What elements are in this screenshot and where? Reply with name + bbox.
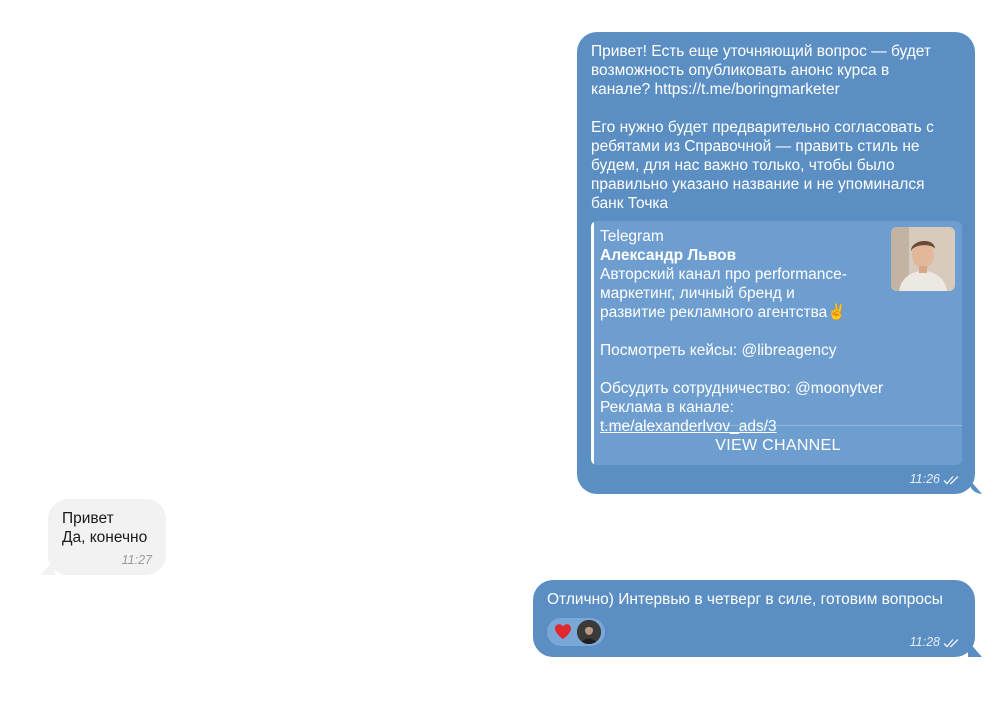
link-preview[interactable] xyxy=(591,221,962,465)
message-bubble-outgoing[interactable] xyxy=(533,580,975,657)
double-check-icon xyxy=(943,475,961,485)
channel-avatar[interactable] xyxy=(891,227,955,291)
heart-icon[interactable] xyxy=(553,622,573,642)
preview-site-name: Telegram xyxy=(600,228,664,245)
message-bubble-incoming[interactable] xyxy=(48,499,166,575)
message-text xyxy=(591,42,961,213)
message-time: 11:28 xyxy=(909,635,940,649)
message-paragraph: Привет! Есть еще уточняющий вопрос — будет возможность опубликовать анонс курса в канале? https://t.me/boringmarketer xyxy=(591,43,932,98)
user-avatar-icon xyxy=(577,620,601,644)
preview-desc-line: Посмотреть кейсы: @libreagency xyxy=(600,342,837,359)
preview-desc-line: Авторский канал про performance- маркетинг, личный бренд и развитие рекламного агентства✌️ xyxy=(600,266,847,321)
message-text: Отлично) Интервью в четверг в силе, готовим вопросы xyxy=(547,591,943,608)
avatar[interactable] xyxy=(577,620,601,644)
message-meta xyxy=(910,633,961,652)
person-photo-icon xyxy=(891,227,955,291)
preview-desc-line: Обсудить сотрудничество: @moonytver xyxy=(600,380,884,397)
double-check-icon xyxy=(943,638,961,648)
preview-ads-link[interactable]: t.me/alexanderlvov_ads/3 xyxy=(600,418,777,435)
message-meta xyxy=(122,551,152,570)
message-meta xyxy=(910,470,961,489)
preview-ads-label: Реклама в канале: xyxy=(600,399,734,416)
message-text-line: Да, конечно xyxy=(62,529,148,546)
preview-title: Александр Львов xyxy=(600,247,737,264)
view-channel-button[interactable]: VIEW CHANNEL xyxy=(594,426,962,465)
message-bubble-outgoing[interactable] xyxy=(577,32,975,494)
preview-description xyxy=(600,265,890,436)
message-time: 11:26 xyxy=(909,472,940,486)
message-text-line: Привет xyxy=(62,510,114,527)
message-time: 11:27 xyxy=(121,553,152,567)
message-paragraph: Его нужно будет предварительно согласовать с ребятами из Справочной — править стиль не будем, для нас важно только, чтобы было правильно указано название и не упоминался банк Точка xyxy=(591,119,934,212)
reactions-bar[interactable] xyxy=(547,618,605,646)
